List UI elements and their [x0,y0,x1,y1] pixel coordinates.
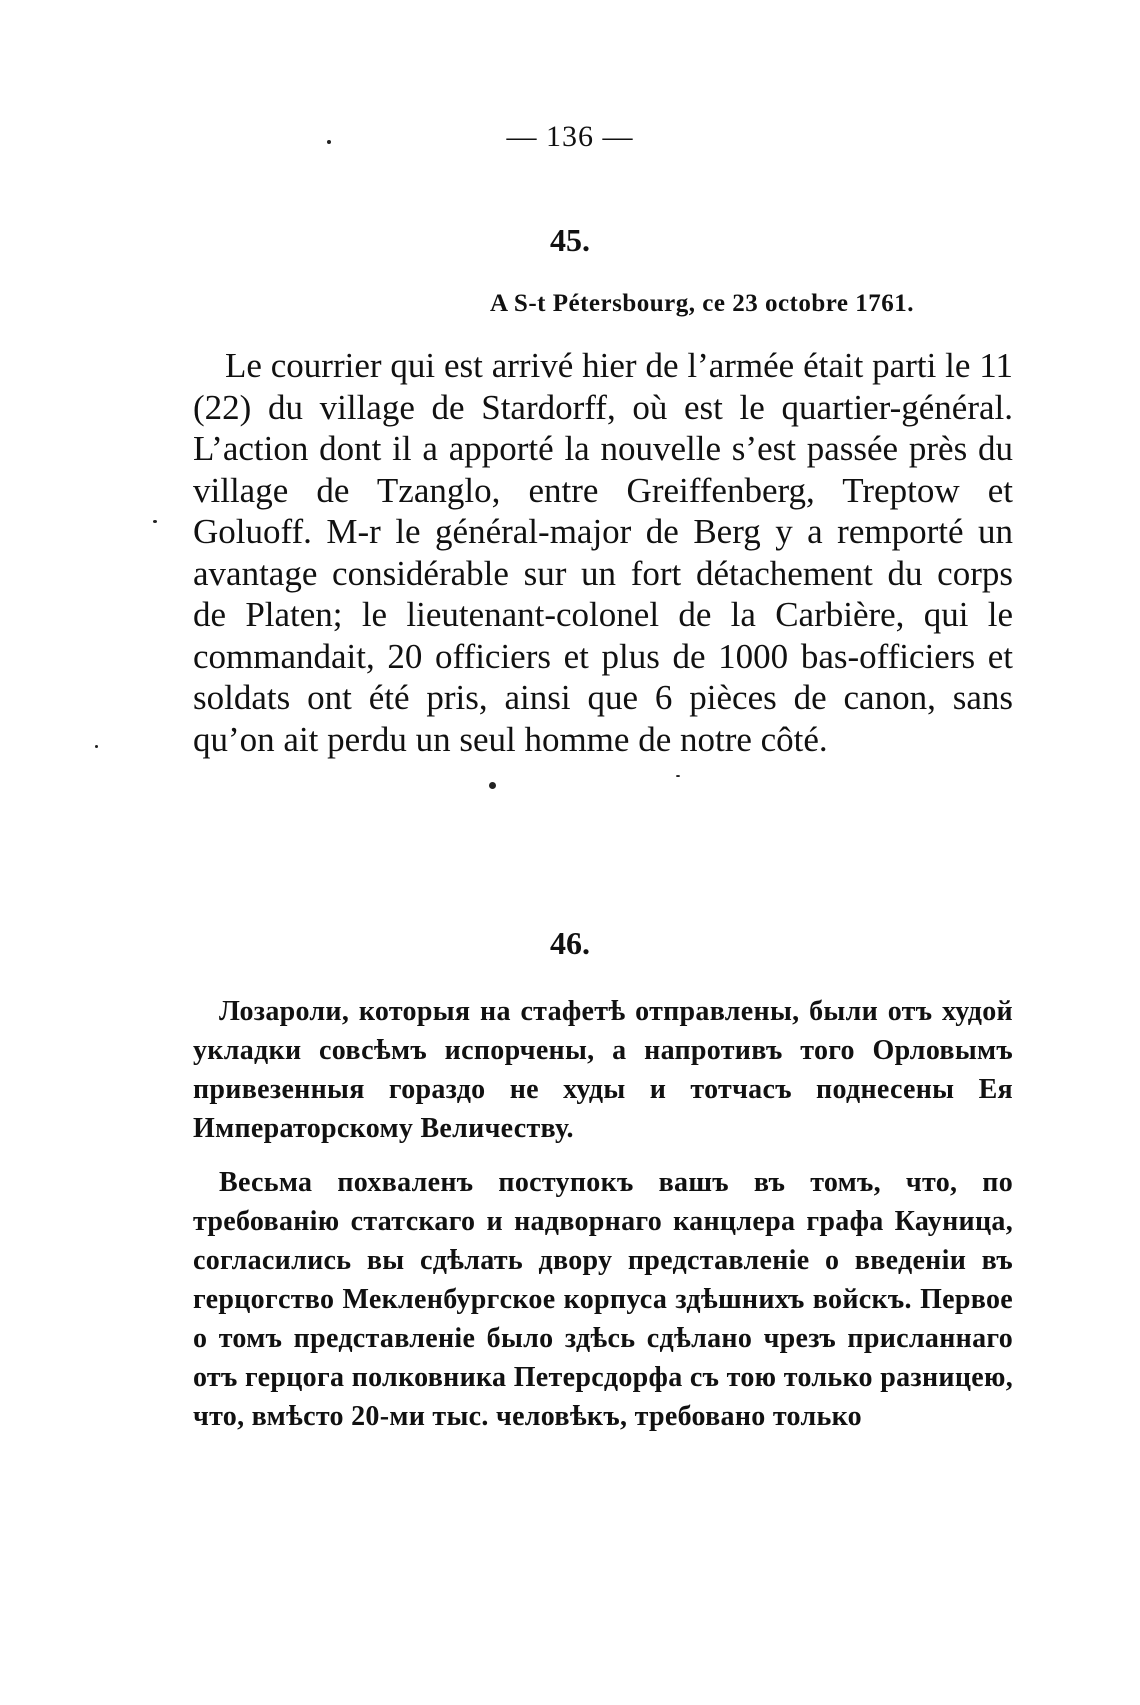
letter-46-paragraph-2: Весьма похваленъ поступокъ вашъ въ томъ, что, по требованію статскаго и надворнаго канцлера графа Кауница, согласились вы сдѣлать двору представленіе о введеніи въ герцогство Мекленбургское корпуса здѣшнихъ войскъ. Первое о томъ представленіе было здѣсь сдѣлано чрезъ присланнаго отъ герцога полковника Петерсдорфа съ тою только разницею, что, вмѣсто 20-ми тыс. человѣкъ, требовано только [193,1167,1013,1432]
letter-45-body: Le courrier qui est arrivé hier de l’armée était parti le 11 (22) du village de Stardorff, où est le quartier-général. L’action dont il a apporté la nouvelle s’est passée près du village de Tzanglo, entre Greiffenberg, Treptow et Goluoff. M-r le général-major de Berg y a remporté un avantage considérable sur un fort détachement du corps de Platen; le lieutenant-colonel de la Carbière, qui le commandait, 20 officiers et plus de 1000 bas-officiers et soldats ont été pris, ainsi que 6 pièces de canon, sans qu’on ait perdu un seul homme de notre côté. [193,346,1013,759]
scan-speck [153,520,157,523]
scan-speck [676,775,680,777]
scan-speck [95,745,98,748]
scan-speck [327,140,331,144]
letter-46-paragraph-1: Лозароли, которыя на стафетѣ отправлены, были отъ худой укладки совсѣмъ испорчены, а напротивъ того Орловымъ привезенныя гораздо не худы и тотчасъ поднесены Ея Императорскому Величеству. [193,996,1013,1144]
page-number: — 136 — [506,120,634,153]
letter-number-46: 46. [550,925,590,961]
scan-speck [489,782,496,789]
letter-dateline: A S-t Pétersbourg, ce 23 octobre 1761. [490,290,915,317]
letter-number-45: 45. [550,222,590,258]
